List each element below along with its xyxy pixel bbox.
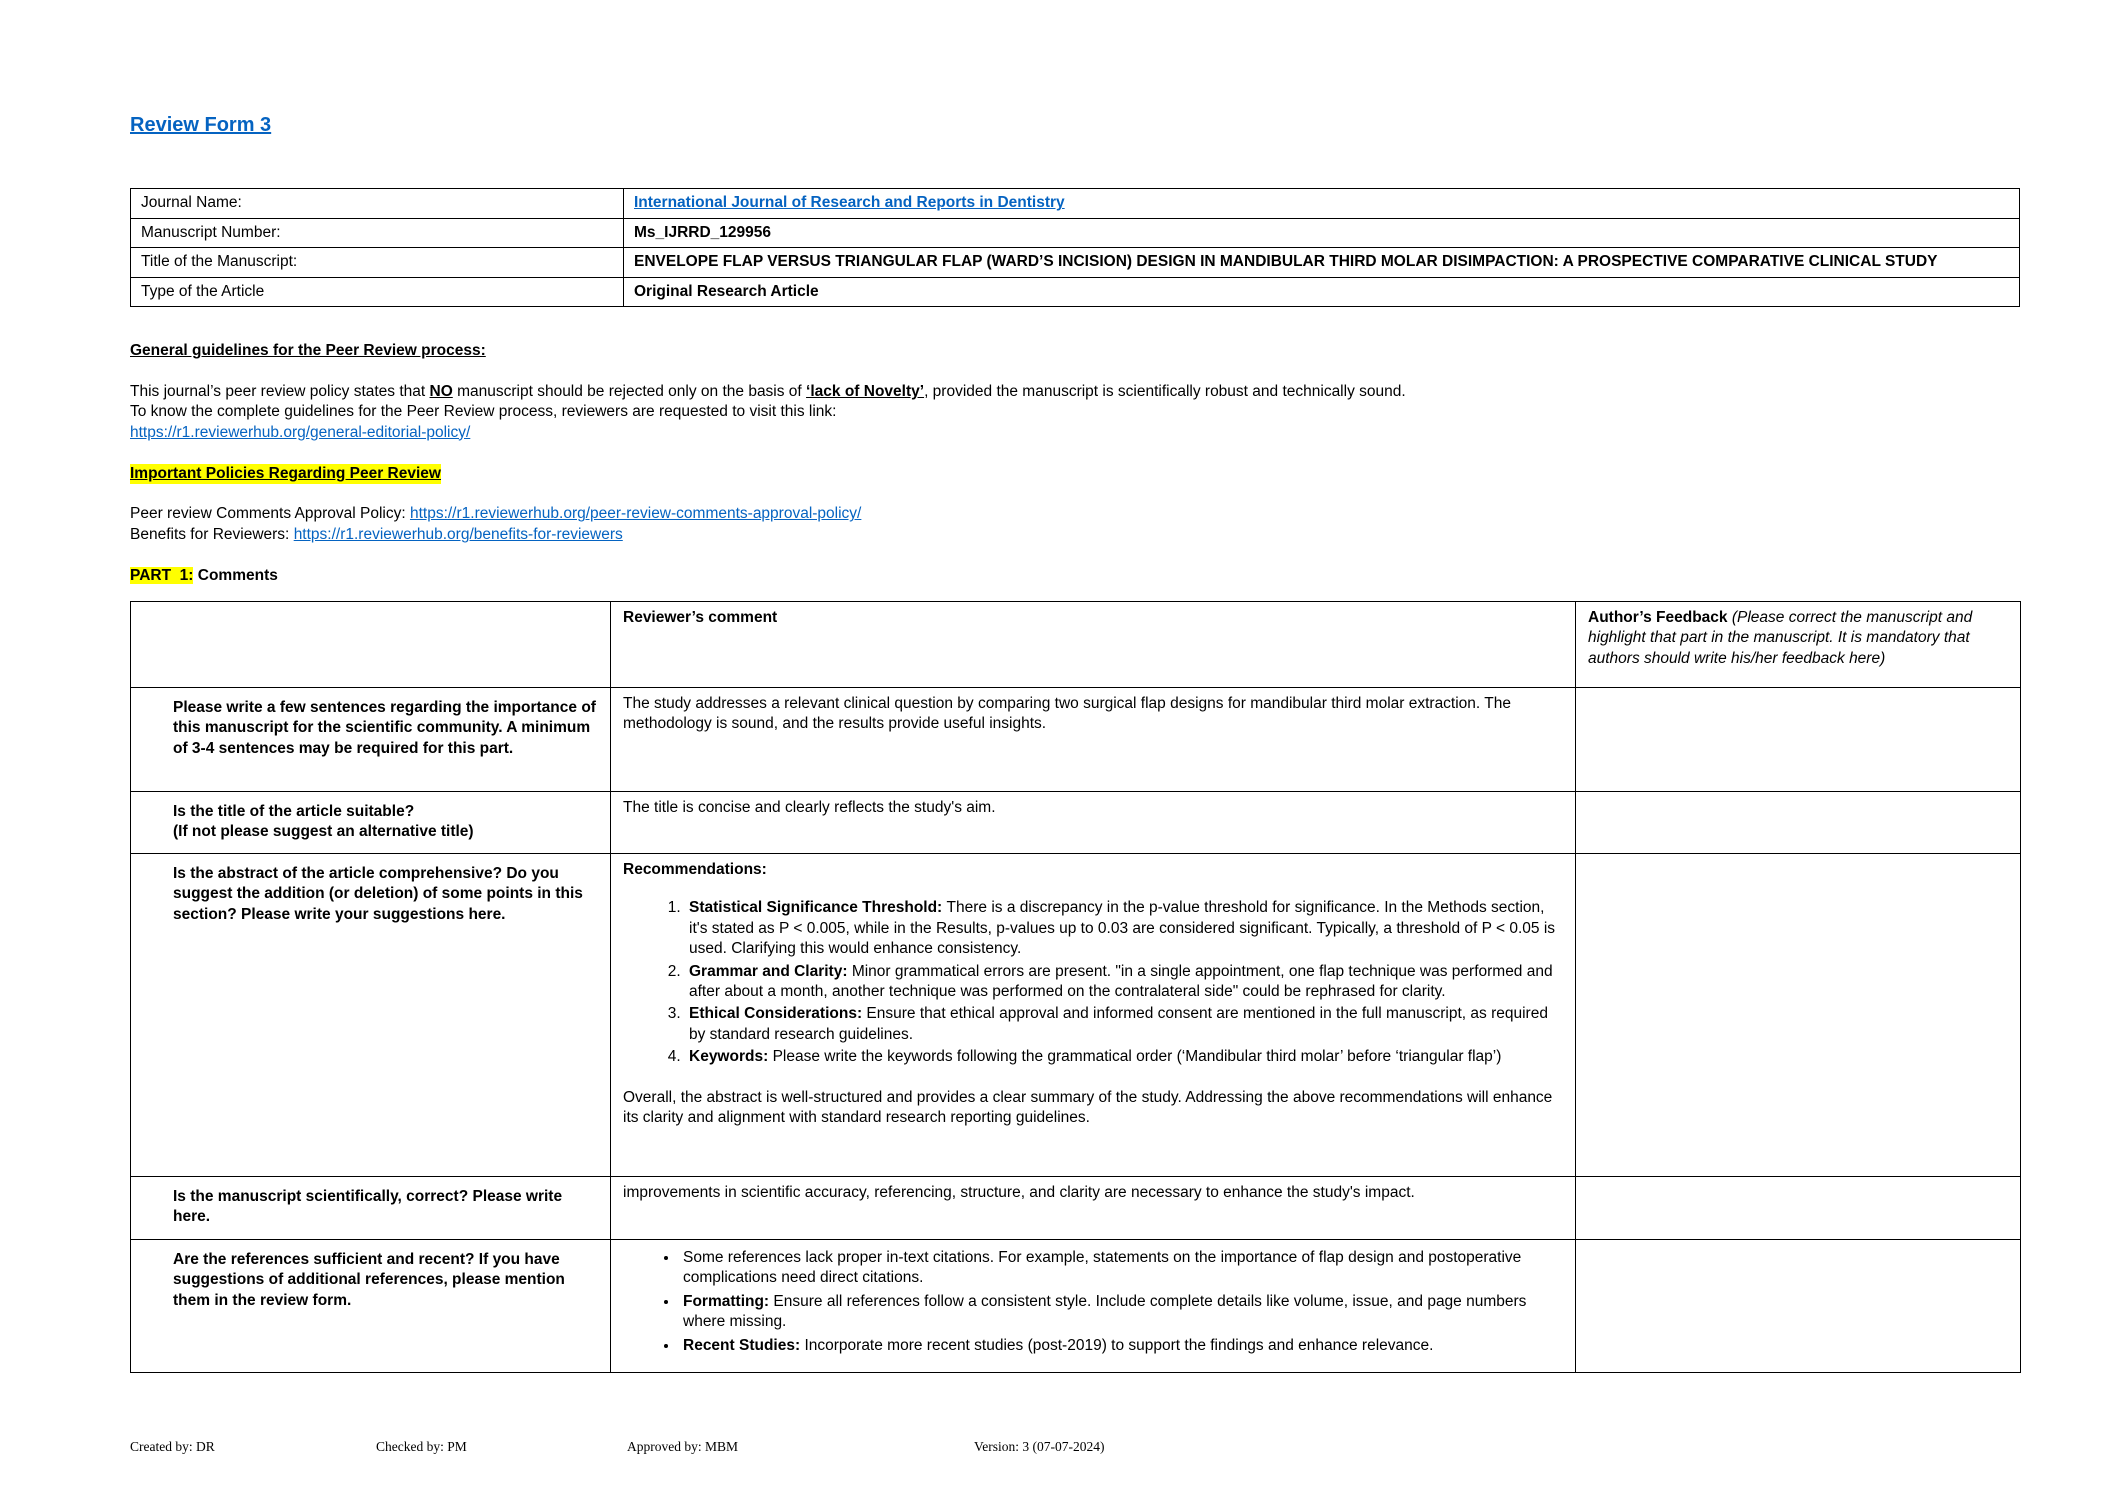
list-item: 2. Grammar and Clarity: Minor grammatical errors are present. "in a single appointment, one flap technique was performed and after about a month, another technique was performed on the contralateral side" could be rephrased for clarity. <box>685 962 1563 1003</box>
importance-question: Please write a few sentences regarding the importance of this manuscript for the scientific community. A minimum of 3-4 sentences may be required for this part. <box>131 687 611 791</box>
policy-paragraph <box>130 382 2020 443</box>
title-question: Is the title of the article suitable? (If not please suggest an alternative title) <box>131 791 611 853</box>
editorial-policy-link[interactable]: https://r1.reviewerhub.org/general-editorial-policy/ <box>130 423 471 441</box>
approval-policy-link[interactable]: https://r1.reviewerhub.org/peer-review-comments-approval-policy/ <box>409 505 862 523</box>
part1-heading: PART 1: Comments <box>130 567 278 585</box>
table-row <box>131 248 2020 277</box>
title-suitable-row <box>131 791 2021 853</box>
author-feedback-cell <box>1576 791 2021 853</box>
scientific-row <box>131 1176 2021 1239</box>
benefits-line: Benefits for Reviewers: https://r1.reviewerhub.org/benefits-for-reviewers <box>130 525 623 543</box>
policy-novelty-emphasis: ‘lack of Novelty’ <box>806 382 925 400</box>
abstract-row <box>131 853 2021 1176</box>
footer-created: Created by: DR <box>130 1439 215 1454</box>
manuscript-title-value: ENVELOPE FLAP VERSUS TRIANGULAR FLAP (WARD’S INCISION) DESIGN IN MANDIBULAR THIRD MOLAR DISIMPACTION: A PROSPECTIVE COMPARATIVE CLINICAL STUDY <box>624 248 2020 277</box>
title-comment: The title is concise and clearly reflects the study's aim. <box>611 791 1576 853</box>
visit-line: To know the complete guidelines for the Peer Review process, reviewers are requested to visit this link: <box>130 403 837 421</box>
list-item: 3. Ethical Considerations: Ensure that ethical approval and informed consent are mentioned in the full manuscript, as required by standard research guidelines. <box>685 1004 1563 1045</box>
table-row <box>131 218 2020 247</box>
author-feedback-cell <box>1576 687 2021 791</box>
policy-line: This journal’s peer review policy states that NO manuscript should be rejected only on the basis of ‘lack of Novelty’, provided the manuscript is scientifically robust and technically sound. <box>130 382 1406 400</box>
list-item: • Recent Studies: Incorporate more recent studies (post-2019) to support the findings and enhance relevance. <box>679 1336 1563 1356</box>
manuscript-number-label: Manuscript Number: <box>131 218 624 247</box>
article-type-value: Original Research Article <box>624 277 2020 306</box>
list-item: 4. Keywords: Please write the keywords following the grammatical order (‘Mandibular third molar’ before ‘triangular flap’) <box>685 1047 1563 1067</box>
author-feedback-cell <box>1576 1176 2021 1239</box>
policy-links-paragraph <box>130 504 2020 545</box>
recommendations-heading: Recommendations: <box>623 860 767 878</box>
scientific-question: Is the manuscript scientifically, correct? Please write here. <box>131 1176 611 1239</box>
article-type-label: Type of the Article <box>131 277 624 306</box>
important-policies-heading: Important Policies Regarding Peer Review <box>130 464 441 484</box>
footer-checked: Checked by: PM <box>376 1439 467 1454</box>
references-question: Are the references sufficient and recent? If you have suggestions of additional references, please mention them in the review form. <box>131 1239 611 1372</box>
list-item: • Formatting: Ensure all references follow a consistent style. Include complete details like volume, issue, and page numbers where missing. <box>679 1292 1563 1333</box>
part1-label: PART 1: <box>130 567 194 585</box>
reviewer-comment-header: Reviewer’s comment <box>611 601 1576 687</box>
references-comment <box>611 1239 1576 1372</box>
page-title: Review Form 3 <box>130 114 272 136</box>
author-feedback-cell <box>1576 853 2021 1176</box>
journal-name-link[interactable]: International Journal of Research and Reports in Dentistry <box>634 194 1065 212</box>
approval-policy-line: Peer review Comments Approval Policy: https://r1.reviewerhub.org/peer-review-comments-approval-policy/ <box>130 505 862 523</box>
footer-approved: Approved by: MBM <box>627 1439 738 1454</box>
recommendations-list <box>623 898 1563 1068</box>
scientific-comment: improvements in scientific accuracy, referencing, structure, and clarity are necessary to enhance the study's impact. <box>611 1176 1576 1239</box>
references-row <box>131 1239 2021 1372</box>
author-feedback-cell <box>1576 1239 2021 1372</box>
benefits-link[interactable]: https://r1.reviewerhub.org/benefits-for-reviewers <box>293 525 623 543</box>
abstract-question: Is the abstract of the article comprehensive? Do you suggest the addition (or deletion) of some points in this section? Please write your suggestions here. <box>131 853 611 1176</box>
manuscript-info-table <box>130 188 2020 307</box>
comments-header-row <box>131 601 2021 687</box>
list-item: 1. Statistical Significance Threshold: There is a discrepancy in the p-value threshold for significance. In the Methods section, it's stated as P < 0.005, while in the Results, p-values up to 0.03 are considered significant. Typically, a threshold of P < 0.05 is used. Clarifying this would enhance consistency. <box>685 898 1563 959</box>
policy-no-emphasis: NO <box>429 382 453 400</box>
header-empty-cell <box>131 601 611 687</box>
table-row <box>131 189 2020 218</box>
comments-table <box>130 601 2021 1373</box>
author-feedback-header: Author’s Feedback (Please correct the manuscript and highlight that part in the manuscript. It is mandatory that authors should write his/her feedback here) <box>1576 601 2021 687</box>
manuscript-title-label: Title of the Manuscript: <box>131 248 624 277</box>
importance-comment: The study addresses a relevant clinical question by comparing two surgical flap designs for mandibular third molar extraction. The methodology is sound, and the results provide useful insights. <box>611 687 1576 791</box>
importance-row <box>131 687 2021 791</box>
list-item: • Some references lack proper in-text citations. For example, statements on the importance of flap design and postoperative complications need direct citations. <box>679 1248 1563 1289</box>
abstract-closing: Overall, the abstract is well-structured and provides a clear summary of the study. Addressing the above recommendations will enhance its clarity and alignment with standard research reporting guidelines. <box>623 1088 1553 1127</box>
references-list <box>623 1248 1563 1356</box>
manuscript-number-value: Ms_IJRRD_129956 <box>624 218 2020 247</box>
footer-version: Version: 3 (07-07-2024) <box>974 1439 1105 1454</box>
table-row <box>131 277 2020 306</box>
abstract-comment <box>611 853 1576 1176</box>
journal-name-label: Journal Name: <box>131 189 624 218</box>
general-guidelines-heading: General guidelines for the Peer Review process: <box>130 342 486 360</box>
